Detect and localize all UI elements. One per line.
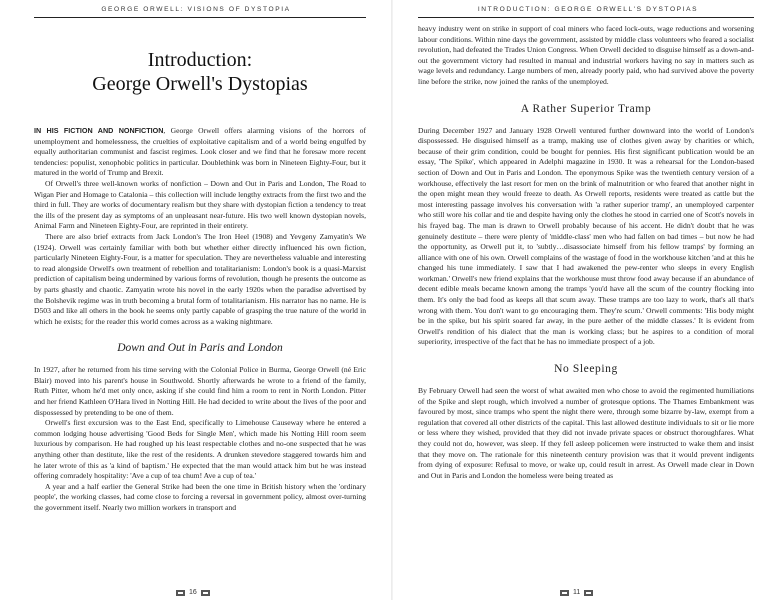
right-page: [392, 0, 784, 600]
paragraph: A year and a half earlier the General Strike had been the one time in British history when the 'ordinary people', the working classes, had come close to forcing a reversal in government policy, almost over-turning the government itself. Nearly two million workers in transport and: [34, 481, 366, 512]
paragraph: By February Orwell had seen the worst of what awaited men who chose to avoid the regimented humiliations of the Spike and slept rough, which involved a number of grotesque options. The Thames Embankment was favoured by most, since tramps who spent the night there were, through some bizarre by-law, exempt from a regulation that covered all other districts of the capital. This last allowed destitute individuals to sit or lie more or less where they wished, provided that they did not invade private spaces or obstruct thoroughfares. What they could not do, however, was sleep. If they fell asleep policemen were instructed to wake them and insist that they move on. The rationale for this nineteenth century provision was that it would prevent indigents from dying of exposure: Refusal to move, or wake up, could result in arrest. As Orwell made clear in Down and Out in Paris and London the homeless were being treated as: [418, 386, 754, 480]
page-number: 11: [573, 589, 581, 596]
section-heading: Down and Out in Paris and London: [117, 342, 283, 355]
page-number: 16: [189, 589, 197, 596]
page-number-right: [560, 589, 593, 596]
paragraph: [34, 126, 366, 179]
folio-ornament-icon: [201, 590, 210, 596]
paragraph: heavy industry went on strike in support of coal miners who faced lock-outs, wage reductions and worsening labour conditions. Within nine days the government, assisted by middle class volunteers who feared a socialist revolution, had defeated the Trades Union Congress. When Orwell decided to disguise himself as a down-and-out the government victory had resulted in manual and industrial workers having no say in matters such as wage levels and redundancy. Large numbers of men, already poorly paid, who had survived above the poverty line before the strike, now joined the ranks of the unemployed.: [418, 24, 754, 86]
lead-in-text: IN HIS FICTION AND NONFICTION: [34, 126, 164, 135]
left-page-body: [34, 24, 366, 514]
paragraph-text: , George Orwell offers alarming visions of the horrors of unemployment and homelessness, the cruelties of exploitative capitalism and of a world being engulfed by equally authoritarian communist and fascist regimes. Look closer and we find that he foresaw more recent tendencies: populist, xenophobic politics in particular. Doublethink was born in Nineteen Eighty-Four, but it matured in the world of Trump and Brexit.: [34, 126, 366, 178]
paragraph: Of Orwell's three well-known works of nonfiction – Down and Out in Paris and London, The Road to Wigan Pier and Homage to Catalonia – this collection will include lengthy extracts from the first two and the third in full. They are works of documentary realism but they share with dystopian fiction a tendency to treat the ills of the present day as symptoms of an unpleasant near-future. His two well known dystopian novels, Animal Farm and Nineteen Eighty-Four, are reprinted in their entirety.: [34, 178, 366, 231]
paragraph: In 1927, after he returned from his time serving with the Colonial Police in Burma, George Orwell (né Eric Blair) moved into his parent's house in Southwold. Shortly afterwards he wrote to a friend of the family, Ruth Pitter, whom he'd met only once, asking if she could find him a room to rent in North London. Pitter and her friend Kathleen O'Hara lived in Notting Hill. He had decided to write about the lives of the poor and dispossessed by pretending to be one of them.: [34, 365, 366, 417]
paragraph: During December 1927 and January 1928 Orwell ventured further downward into the world of London's dispossessed. He disguised himself as a tramp, making use of clothes given away by charities or which, because of their grim condition, could be bought for pennies. His first significant publication would be an essay, 'The Spike', which appeared in Adelphi magazine in 1930. It was a rehearsal for the London-based section of Down and Out in Paris and London. The eponymous Spike was the twentieth century version of a workhouse, effectively the last resort for men on the brink of malnutrition or who feared that another night in the open might mean they would freeze to death. As Orwell reports, residents were treated as cattle but the most interesting passage involves his conversation with 'a rather superior tramp', an unemployed carpenter who still wore his collar and tie and despite having only the clothes he stood in carried one of Scott's novels in his frayed bag. The man is drawn to Orwell probably because of his accent. He didn't doubt that he was genuinely destitute – there were plenty of 'middle-class' men who had fallen on bad times – but now he had the opportunity, as Orwell put it, to 'subtly…disassociate himself from his fellow tramps' by forming an alliance with one of his own. Orwell complains of the wastage of food in the workhouse kitchen 'and at this he changed his tune immediately. I saw that I had awakened the pew-renter who sleeps in every English workman.' Orwell's new friend explains that the workhouse must throw food away because if an abundance of decent edible meals became known among the tramps 'you'd have all the scum of the country flocking into them. It's only the bad food as keeps all that scum away. These tramps are too lazy to work, that's all that's wrong with them. You don't want to go encouraging them. They're scum.' Orwell comments: 'His body might be in the spike, but his spirit soared far away, in the pure aether of the middle classes.' It is evident from Orwell's rendition of his dialect that the man is working class; but he aspires to a condition of moral superiority, irrespective of the fact that he has no immediate prospect of a job.: [418, 125, 754, 347]
header-rule-left: [34, 17, 366, 18]
paragraph: There are also brief extracts from Jack London's The Iron Heel (1908) and Yevgeny Zamyatin's We (1924). Orwell was certainly familiar with both but whether either directly influenced his own fiction, particularly Nineteen Eighty-Four, is a matter for speculation. They are nevertheless valuable and interesting to read alongside Orwell's own treatment of rebellion and totalitarianism: London's book is a quasi-Marxist prediction of capitalism being undermined by various forms of revolution, though he presents the outcome as by parts ghastly and chaotic. Zamyatin wrote his novel in the early 1920s when the paradise advertised by the Bolshevik regime was in truth becoming a brutal form of totalitarianism. His narrator has no name. He is D503 and like all others in the book he seems only partly capable of grasping the true nature of the world in which he exists; for the reader this world comes across as a waking nightmare.: [34, 231, 366, 326]
section-heading: No Sleeping: [554, 363, 618, 376]
chapter-title-line-2: George Orwell's Dystopias: [92, 73, 308, 95]
section-heading: A Rather Superior Tramp: [520, 102, 652, 115]
running-head-left: GEORGE ORWELL: VISIONS OF DYSTOPIA: [101, 6, 291, 13]
folio-ornament-icon: [560, 590, 569, 596]
paragraph: Orwell's first excursion was to the East End, specifically to Limehouse Causeway where he entered a common lodging house advertising 'Good Beds for Single Men', which made his Notting Hill room seem luxurious by comparison. He had roughed up his least respectable clothes and no-one suspected that he was anything other than destitute, like the rest of the residents. A drunken stevedore staggered towards him and he later wrote of this as 'a kind of baptism.' He expected that the man would attack him but he was instead offering comradely hospitality: 'Ave a cup of tea chum! Ave a cup of tea.': [34, 418, 366, 481]
chapter-title-line-1: Introduction:: [147, 49, 253, 71]
chapter-title: [34, 48, 366, 96]
right-page-body: [418, 24, 754, 481]
page-number-left: [176, 589, 210, 596]
header-rule-right: [418, 17, 754, 18]
running-head-right: INTRODUCTION: GEORGE ORWELL'S DYSTOPIAS: [477, 6, 699, 13]
folio-ornament-icon: [176, 590, 185, 596]
folio-ornament-icon: [584, 590, 593, 596]
